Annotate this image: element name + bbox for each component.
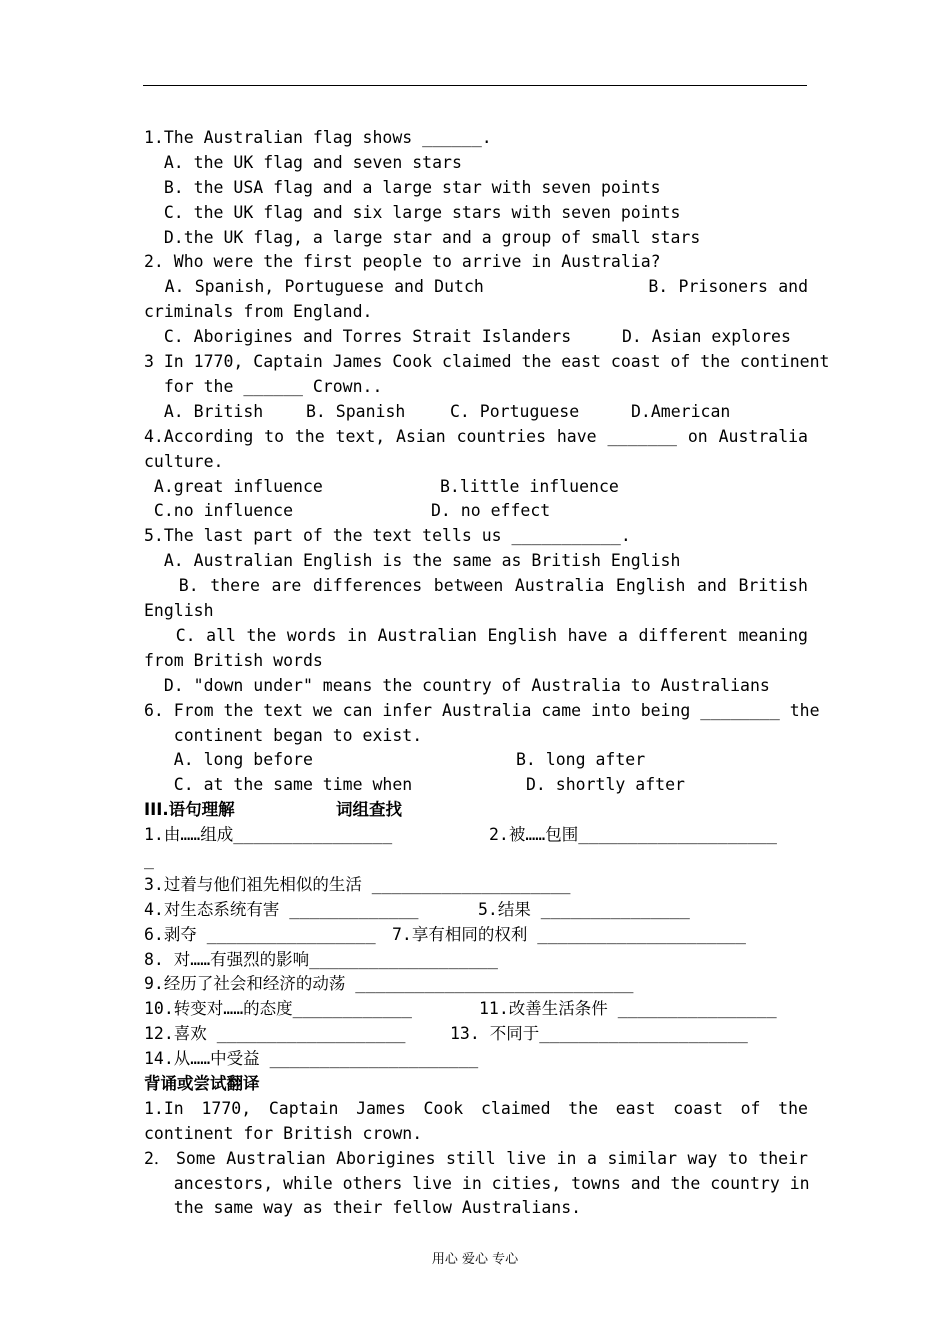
phrase-4: 4.对生态系统有害 _____________ (144, 899, 419, 919)
phrase-2-continuation: _ (144, 849, 154, 869)
q4-option-b: B.little influence (440, 476, 619, 496)
q6-stem-line1: 6. From the text we can infer Australia came into being ________ the (144, 700, 820, 720)
q3-option-a: A. British (144, 401, 264, 421)
q1-option-d: D.the UK flag, a large star and a group of small stars (144, 227, 701, 247)
phrase-row-1 (144, 823, 808, 848)
phrase-5: 5.结果 _______________ (478, 899, 690, 919)
q4-option-d: D. no effect (431, 501, 551, 521)
phrase-2: 2.被……包围____________________ (489, 825, 777, 845)
phrase-1: 1.由……组成________________ (144, 825, 393, 845)
q1-option-c: C. the UK flag and six large stars with seven points (144, 202, 681, 222)
header-rule (143, 85, 807, 86)
translate-sentence-2-text: Some Australian Aborigines still live in a similar way to their (176, 1148, 808, 1168)
translate-sentence-1: 1.In 1770, Captain James Cook claimed the east coast of the continent for British crown. (144, 1098, 818, 1143)
q5-stem: 5.The last part of the text tells us ___________. (144, 526, 631, 546)
q3-option-c: C. Portuguese (450, 401, 580, 421)
phrase-row-6 (144, 923, 808, 948)
q6-option-d: D. shortly after (526, 775, 685, 795)
phrase-row-10 (144, 997, 808, 1022)
phrase-11: 11.改善生活条件 ________________ (479, 999, 777, 1019)
phrase-8: 8. 对……有强烈的影响___________________ (144, 949, 498, 969)
q2-options-cd (144, 325, 808, 350)
phrase-9: 9.经历了社会和经济的动荡 ____________________________ (144, 974, 634, 994)
q3-stem-line1: 3 In 1770, Captain James Cook claimed the east coast of the continent (144, 352, 830, 372)
phrase-10: 10.转变对……的态度____________ (144, 999, 412, 1019)
q4-options-cd (144, 499, 808, 524)
q3-options (144, 400, 808, 425)
q4-options-ab (144, 475, 808, 500)
section3-heading (144, 798, 808, 823)
phrase-7: 7.享有相同的权利 _____________________ (392, 924, 746, 944)
translate-sentence-2-line1 (144, 1147, 808, 1172)
q2-stem: 2. Who were the first people to arrive in Australia? (144, 252, 661, 272)
phrase-13: 13. 不同于_____________________ (450, 1024, 748, 1044)
phrase-row-12 (144, 1022, 808, 1047)
phrase-row-4 (144, 898, 808, 923)
q4-option-c: C.no influence (144, 501, 294, 521)
page-footer: 用心 爱心 专心 (431, 1252, 519, 1267)
phrase-3: 3.过着与他们祖先相似的生活 ____________________ (144, 874, 571, 894)
section3-heading-2: 词组查找 (336, 800, 402, 820)
q6-option-b: B. long after (516, 750, 646, 770)
q6-option-a: A. long before (144, 750, 313, 770)
q5-option-a: A. Australian English is the same as British English (144, 551, 681, 571)
q5-option-b: B. there are differences between Australia English and British English (144, 576, 818, 620)
section3-heading-1: III.语句理解 (144, 800, 235, 820)
translate-sentence-2-line3: the same way as their fellow Australians. (144, 1198, 582, 1218)
q6-options-cd (144, 773, 808, 798)
q6-option-c: C. at the same time when (144, 775, 413, 795)
q2-option-c: C. Aborigines and Torres Strait Islanders (144, 327, 572, 347)
q3-option-d: D.American (631, 401, 731, 421)
q2-option-d: D. Asian explores (622, 327, 791, 347)
translate-sentence-2-line2: ancestors, while others live in cities, towns and the country in (144, 1173, 810, 1193)
q1-stem: 1.The Australian flag shows ______. (144, 128, 492, 147)
q5-option-c: C. all the words in Australian English have a different meaning from British words (144, 625, 818, 670)
q1-option-b: B. the USA flag and a large star with seven points (144, 177, 661, 197)
q5-option-d: D. "down under" means the country of Australia to Australians (144, 675, 770, 695)
q3-stem-line2: for the ______ Crown.. (144, 376, 383, 396)
q6-stem-line2: continent began to exist. (144, 725, 423, 745)
q6-options-ab (144, 748, 808, 773)
translate-heading: 背诵或尝试翻译 (144, 1073, 260, 1093)
q1-option-a: A. the UK flag and seven stars (144, 152, 462, 172)
phrase-14: 14.从……中受益 _____________________ (144, 1049, 479, 1069)
translate-sentence-2-number: 2． (144, 1148, 171, 1168)
q3-option-b: B. Spanish (306, 401, 406, 421)
q4-stem: 4.According to the text, Asian countries have _______ on Australia culture. (144, 426, 818, 471)
q4-option-a: A.great influence (144, 476, 323, 496)
phrase-12: 12.喜欢 ___________________ (144, 1024, 406, 1044)
q2-options-ab: A. Spanish, Portuguese and Dutch B. Prisoners and criminals from England. (144, 277, 818, 322)
worksheet-body (144, 126, 830, 1221)
phrase-6: 6.剥夺 _________________ (144, 924, 376, 944)
